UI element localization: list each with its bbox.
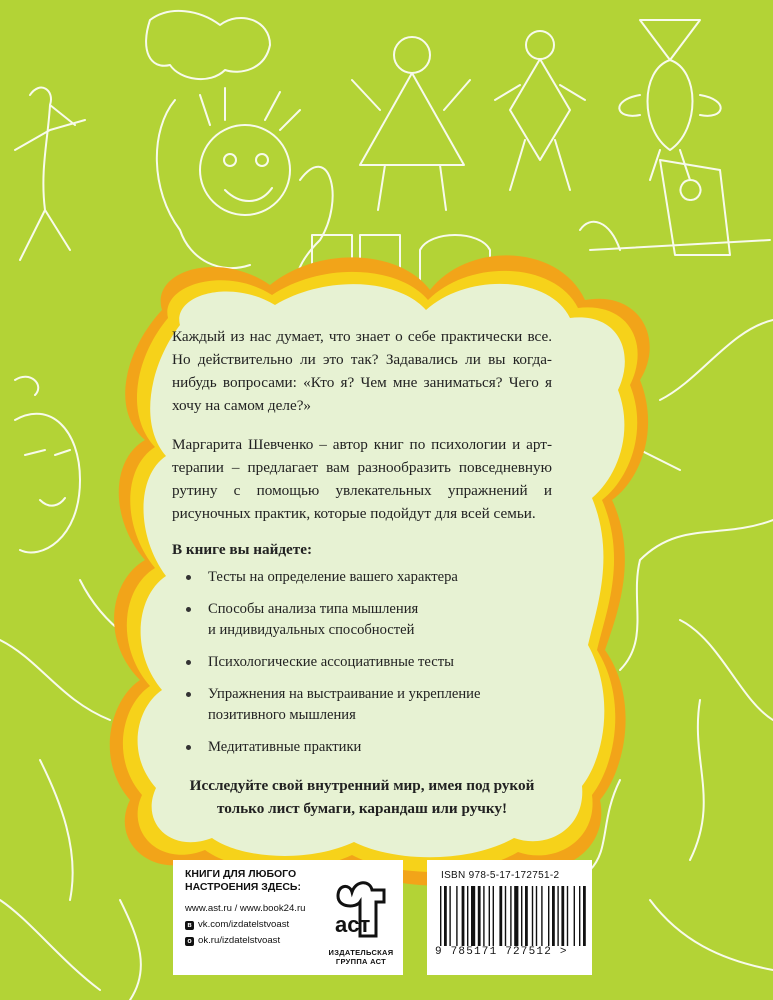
feature-list	[172, 567, 552, 758]
logo-wordmark: аст	[335, 912, 371, 937]
barcode-digits: 9 785171 727512 >	[435, 946, 568, 958]
ok-icon: о	[185, 937, 194, 946]
publisher-promo-box	[173, 860, 403, 975]
isbn-number: ISBN 978-5-17-172751-2	[441, 870, 560, 881]
list-item: Медитативные практики	[172, 737, 552, 758]
intro-paragraph: Каждый из нас думает, что знает о себе практически все. Но действительно ли это так? Задавались ли вы когда-нибудь вопросами: «Кто я? Чем мне заниматься? Чего я хочу на самом деле?»	[172, 328, 552, 414]
bullet-icon	[186, 607, 191, 612]
vk-link: в vk.com/izdatelstvoast	[185, 917, 306, 933]
vk-icon: в	[185, 921, 194, 930]
list-item: Тесты на определение вашего характера	[172, 567, 552, 588]
closing-statement: Исследуйте свой внутренний мир, имея под рукой только лист бумаги, карандаш или ручку!	[189, 777, 535, 817]
bullet-icon	[186, 745, 191, 750]
bullet-icon	[186, 575, 191, 580]
list-item: Психологические ассоциативные тесты	[172, 652, 552, 673]
bullet-icon	[186, 692, 191, 697]
promo-links	[185, 901, 306, 949]
barcode-icon	[436, 886, 586, 946]
promo-heading: КНИГИ ДЛЯ ЛЮБОГО НАСТРОЕНИЯ ЗДЕСЬ:	[185, 868, 301, 893]
list-item: Упражнения на выстраивание и укрепление позитивного мышления	[172, 684, 552, 726]
bullet-icon	[186, 660, 191, 665]
back-cover-blurb	[172, 325, 552, 820]
list-item: Способы анализа типа мышления и индивидуальных способностей	[172, 599, 552, 641]
website-links: www.ast.ru / www.book24.ru	[185, 903, 306, 914]
barcode-box	[427, 860, 592, 975]
ok-link: о ok.ru/izdatelstvoast	[185, 933, 306, 949]
logo-caption: ИЗДАТЕЛЬСКАЯ ГРУППА АСТ	[328, 948, 394, 966]
list-heading: В книге вы найдете:	[172, 541, 313, 558]
author-paragraph: Маргарита Шевченко – автор книг по психологии и арт-терапии – предлагает вам разнообразить повседневную рутину с помощью увлекательных упражнений и рисуночных практик, которые подойдут для всей семьи.	[172, 436, 552, 522]
